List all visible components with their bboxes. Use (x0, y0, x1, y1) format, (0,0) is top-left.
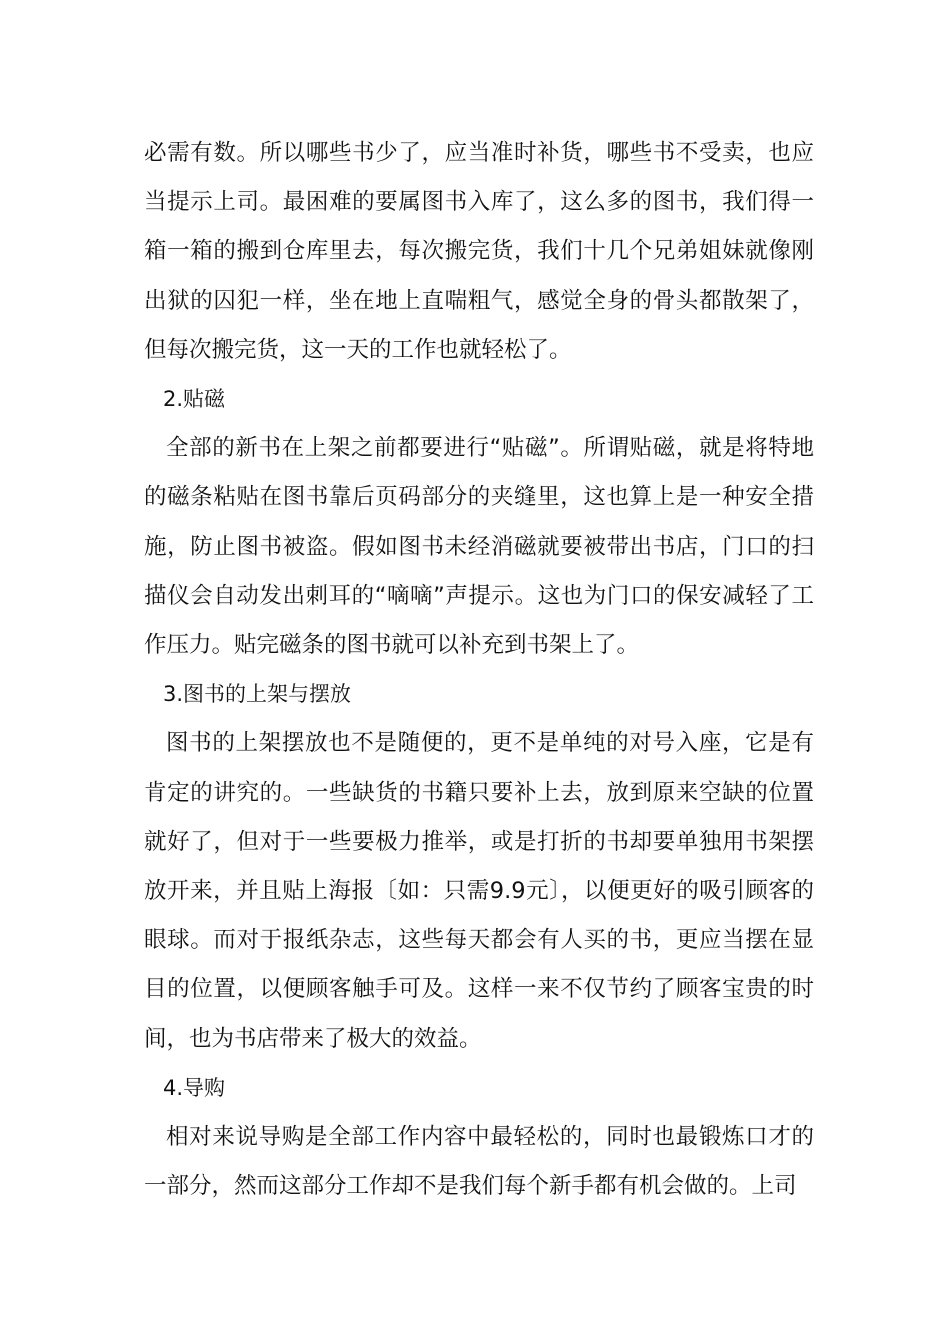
paragraph-stock-and-warehouse: 必需有数。所以哪些书少了，应当准时补货，哪些书不受卖，也应当提示上司。最困难的要属图书入库了，这么多的图书，我们得一箱一箱的搬到仓库里去，每次搬完货，我们十几个兄弟姐妹就像刚出狱的囚犯一样，坐在地上直喘粗气，感觉全身的骨头都散架了，但每次搬完货，这一天的工作也就轻松了。 (144, 140, 814, 363)
section-heading-shopping-guide: 4.导购 (163, 1075, 226, 1100)
paragraph-magnetic-strip: 全部的新书在上架之前都要进行“贴磁”。所谓贴磁，就是将特地的磁条粘贴在图书靠后页码部分的夹缝里，这也算上是一种安全措施，防止图书被盗。假如图书未经消磁就要被带出书店，门口的扫描仪会自动发出刺耳的“嘀嘀”声提示。这也为门口的保安减轻了工作压力。贴完磁条的图书就可以补充到书架上了。 (144, 435, 814, 659)
paragraph-shopping-guide: 相对来说导购是全部工作内容中最轻松的，同时也最锻炼口才的一部分，然而这部分工作却不是我们每个新手都有机会做的。上司 (144, 1124, 814, 1200)
paragraph-shelving: 图书的上架摆放也不是随便的，更不是单纯的对号入座，它是有肯定的讲究的。一些缺货的书籍只要补上去，放到原来空缺的位置就好了，但对于一些要极力推举，或是打折的书却要单独用书架摆放开来，并且贴上海报〔如：只需9.9元〕，以便更好的吸引顾客的眼球。而对于报纸杂志，这些每天都会有人买的书，更应当摆在显目的位置，以便顾客触手可及。这样一来不仅节约了顾客宝贵的时间，也为书店带来了极大的效益。 (144, 730, 814, 1052)
section-heading-shelving: 3.图书的上架与摆放 (163, 682, 352, 707)
section-heading-magnetic-strip: 2.贴磁 (163, 387, 226, 412)
document-body (144, 129, 814, 1211)
